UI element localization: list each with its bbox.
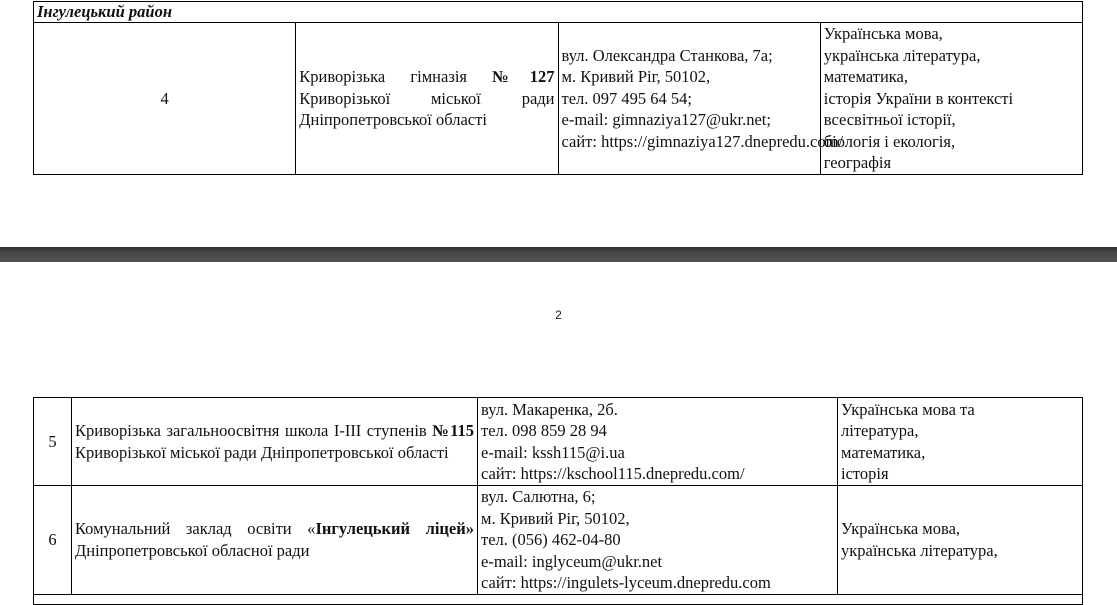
- address-line: м. Кривий Ріг, 50102,: [561, 67, 711, 86]
- section-row: [34, 2, 1083, 23]
- subject-line: література,: [841, 421, 919, 440]
- schools-table-page-1: [33, 1, 1083, 175]
- address-line: вул. Олександра Станкова, 7а;: [561, 45, 773, 65]
- subject-line: біологія і екологія,: [823, 131, 956, 151]
- document-page-1: [0, 0, 1117, 247]
- subject-line: географія: [823, 153, 892, 172]
- school-name-text: Криворізька загальноосвітня школа І-ІІІ ступенів: [75, 421, 433, 440]
- subject-line: Українська мова,: [823, 24, 943, 43]
- school-name: [72, 398, 478, 486]
- subject-line: українська література,: [841, 540, 998, 560]
- table-row-partial: [34, 594, 1083, 604]
- website-line: сайт: https://gimnaziya127.dnepredu.com/: [561, 131, 844, 151]
- subject-line: українська література,: [823, 45, 981, 65]
- subject-line: Українська мова,: [841, 519, 961, 539]
- email-line: e-mail: kssh115@i.ua: [481, 442, 625, 462]
- schools-table-page-2: [33, 397, 1083, 605]
- school-subjects: [838, 486, 1083, 595]
- subject-line: математика,: [841, 442, 926, 462]
- address-line: м. Кривий Ріг, 50102,: [481, 508, 630, 528]
- school-name-bold: Інгулецький ліцей»: [315, 519, 474, 539]
- row-number: 5: [34, 398, 72, 486]
- table-row: [34, 23, 1083, 175]
- row-number: 6: [34, 486, 72, 595]
- school-name-text: Дніпропетровської обласної ради: [75, 540, 310, 560]
- phone-line: тел. (056) 462-04-80: [481, 530, 621, 549]
- school-number: №115: [432, 421, 475, 440]
- row-number: 4: [34, 23, 296, 175]
- school-number: №127: [492, 67, 555, 86]
- table-row: [34, 486, 1083, 595]
- district-title: Інгулецький район: [34, 2, 1083, 23]
- school-subjects: [820, 23, 1082, 175]
- school-address: [558, 23, 844, 175]
- document-page-2: [0, 262, 1117, 595]
- subject-line: Українська мова та: [841, 399, 975, 419]
- subject-line: історія України в контексті: [823, 88, 1014, 108]
- phone-line: тел. 097 495 64 54;: [561, 88, 692, 108]
- school-subjects: [838, 398, 1083, 486]
- page-number: 2: [555, 308, 562, 322]
- email-line: e-mail: inglyceum@ukr.net: [481, 551, 663, 571]
- school-address: [478, 398, 838, 486]
- next-row-edge: [34, 594, 1083, 604]
- school-address: [478, 486, 838, 595]
- page-separator: [0, 247, 1117, 262]
- school-name: [296, 23, 558, 175]
- address-line: вул. Салютна, 6;: [481, 487, 596, 506]
- table-row: [34, 398, 1083, 486]
- subject-line: математика,: [823, 67, 908, 86]
- website-line: сайт: https://kschool115.dnepredu.com/: [481, 464, 745, 483]
- phone-line: тел. 098 859 28 94: [481, 421, 607, 440]
- website-line: сайт: https://ingulets-lyceum.dnepredu.com: [481, 573, 771, 592]
- subject-line: історія: [841, 464, 889, 483]
- school-name: [72, 486, 478, 595]
- school-name-text: Комунальний заклад освіти «: [75, 519, 316, 539]
- subject-line: всесвітньої історії,: [823, 110, 956, 129]
- school-name-text: Криворізька гімназія: [299, 67, 493, 86]
- address-line: вул. Макаренка, 2б.: [481, 399, 618, 419]
- school-name-text: Криворізької міської ради Дніпропетровської області: [75, 442, 449, 462]
- email-line: e-mail: gimnaziya127@ukr.net;: [561, 110, 771, 129]
- school-name-text: Криворізької міської ради Дніпропетровської області: [299, 88, 555, 129]
